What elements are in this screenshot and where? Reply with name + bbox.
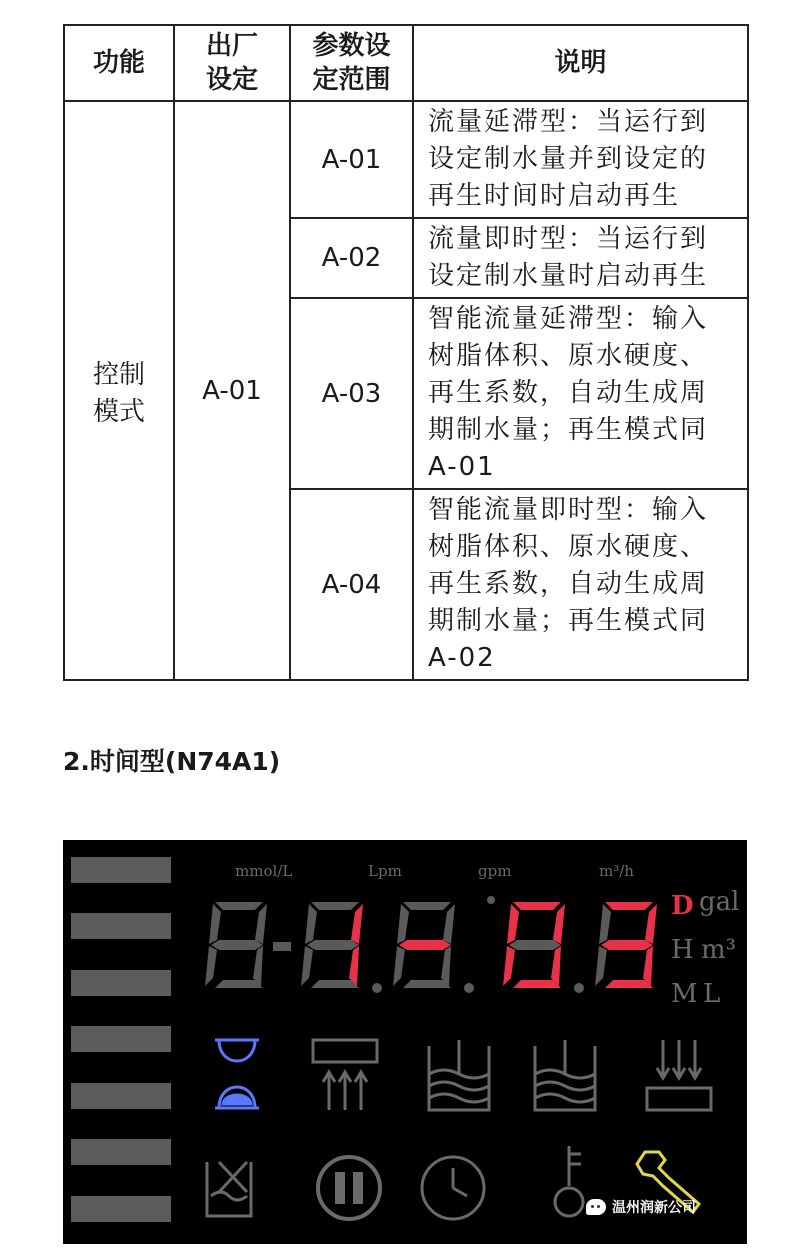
decimal-point — [574, 983, 584, 993]
gal-label: gal — [699, 887, 740, 917]
range-cell: A-02 — [290, 218, 413, 298]
unit-mmol-label: mmol/L — [235, 862, 293, 880]
section-heading: 2.时间型(N74A1) — [63, 747, 281, 776]
description-cell: 流量即时型：当运行到 设定制水量时启动再生 — [413, 218, 748, 298]
description-cell: 智能流量延滞型：输入 树脂体积、原水硬度、 再生系数，自动生成周 期制水量；再生模式同 A-01 — [413, 298, 748, 489]
day-label: D — [671, 891, 694, 921]
decimal-point — [464, 983, 474, 993]
range-cell: A-01 — [290, 101, 413, 218]
unit-m3h-label: m³/h — [599, 862, 634, 880]
level-bar — [71, 913, 171, 939]
level-bar — [71, 857, 171, 883]
header-function: 功能 — [64, 25, 174, 101]
level-bar — [71, 1196, 171, 1222]
minute-label: M — [671, 979, 698, 1009]
level-bar — [71, 1083, 171, 1109]
header-factory-setting: 出厂 设定 — [174, 25, 290, 101]
description-cell: 流量延滞型：当运行到 设定制水量并到设定的 再生时间时启动再生 — [413, 101, 748, 218]
level-bar — [71, 970, 171, 996]
unit-gpm-label: gpm — [478, 862, 512, 880]
table-row — [64, 101, 748, 218]
header-description: 说明 — [413, 25, 748, 101]
unit-lpm-label: Lpm — [368, 862, 402, 880]
l-label: L — [703, 979, 721, 1009]
lcd-display-panel — [63, 840, 747, 1244]
watermark-text: 温州润新公司 — [612, 1200, 696, 1216]
range-cell: A-04 — [290, 489, 413, 680]
level-bar — [71, 1026, 171, 1052]
level-bar — [71, 1139, 171, 1165]
dash-segment — [273, 942, 291, 951]
decimal-point — [372, 983, 382, 993]
header-parameter-range: 参数设 定范围 — [290, 25, 413, 101]
control-mode-table — [63, 24, 749, 681]
range-cell: A-03 — [290, 298, 413, 489]
watermark — [586, 1197, 696, 1217]
m3-label: m³ — [701, 935, 737, 965]
hour-label: H — [671, 935, 694, 965]
factory-setting-cell: A-01 — [174, 101, 290, 680]
colon-dot — [487, 896, 495, 904]
function-cell: 控制 模式 — [64, 101, 174, 680]
description-cell: 智能流量即时型：输入 树脂体积、原水硬度、 再生系数，自动生成周 期制水量；再生模式同 A-02 — [413, 489, 748, 680]
wechat-icon — [586, 1199, 606, 1215]
